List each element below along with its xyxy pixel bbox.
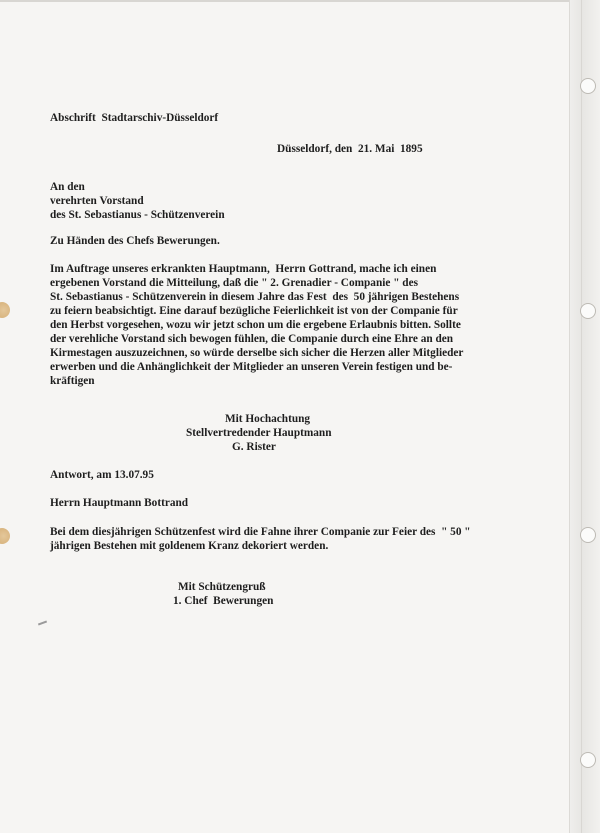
- binder-strip: [569, 0, 600, 833]
- punch-hole-icon: [580, 527, 596, 543]
- place-date: Düsseldorf, den 21. Mai 1895: [277, 143, 423, 155]
- punch-hole-icon: [580, 752, 596, 768]
- punch-hole-left-icon: [0, 302, 10, 318]
- body-line: erwerben und die Anhänglichkeit der Mitglieder an unseren Verein festigen und be-: [50, 361, 453, 373]
- body-line: der verehliche Vorstand sich bewogen fühlen, die Companie durch eine Ehre an den: [50, 333, 454, 345]
- stray-mark: [38, 621, 47, 626]
- punch-hole-icon: [580, 303, 596, 319]
- closing-line: Mit Hochachtung: [225, 413, 311, 425]
- recipient-line: verehrten Vorstand: [50, 195, 144, 207]
- body-line: Im Auftrage unseres erkrankten Hauptmann, Herrn Gottrand, mache ich einen: [50, 263, 437, 275]
- body-line: den Herbst vorgesehen, wozu wir jetzt schon um die ergebene Erlaubnis bitten. Sollte: [50, 319, 461, 331]
- recipient-line: des St. Sebastianus - Schützenverein: [50, 209, 225, 221]
- reply-salutation: Herrn Hauptmann Bottrand: [50, 497, 189, 509]
- reply-heading: Antwort, am 13.07.95: [50, 469, 154, 481]
- page-edge: [0, 0, 600, 2]
- attention-line: Zu Händen des Chefs Bewerungen.: [50, 235, 220, 247]
- body-line: zu feiern beabsichtigt. Eine darauf bezügliche Feierlichkeit ist von der Companie für: [50, 305, 458, 317]
- body-line: Kirmestagen auszuzeichnen, so würde derselbe sich sicher die Herzen aller Mitglieder: [50, 347, 464, 359]
- reply-signer: 1. Chef Bewerungen: [173, 595, 274, 607]
- body-line: ergebenen Vorstand die Mitteilung, daß die " 2. Grenadier - Companie " des: [50, 277, 418, 289]
- punch-hole-left-icon: [0, 528, 10, 544]
- recipient-line: An den: [50, 181, 85, 193]
- punch-hole-icon: [580, 78, 596, 94]
- signer-name: G. Rister: [232, 441, 276, 453]
- body-line: kräftigen: [50, 375, 95, 387]
- binder-fold-line: [581, 0, 582, 833]
- reply-body-line: Bei dem diesjährigen Schützenfest wird die Fahne ihrer Companie zur Feier des " 50 ": [50, 526, 471, 538]
- reply-closing: Mit Schützengruß: [178, 581, 266, 593]
- archive-note: Abschrift Stadtarschiv-Düsseldorf: [50, 112, 219, 124]
- signer-title: Stellvertredender Hauptmann: [186, 427, 332, 439]
- body-line: St. Sebastianus - Schützenverein in diesem Jahre das Fest des 50 jährigen Bestehens: [50, 291, 460, 303]
- reply-body-line: jährigen Bestehen mit goldenem Kranz dekoriert werden.: [50, 540, 329, 552]
